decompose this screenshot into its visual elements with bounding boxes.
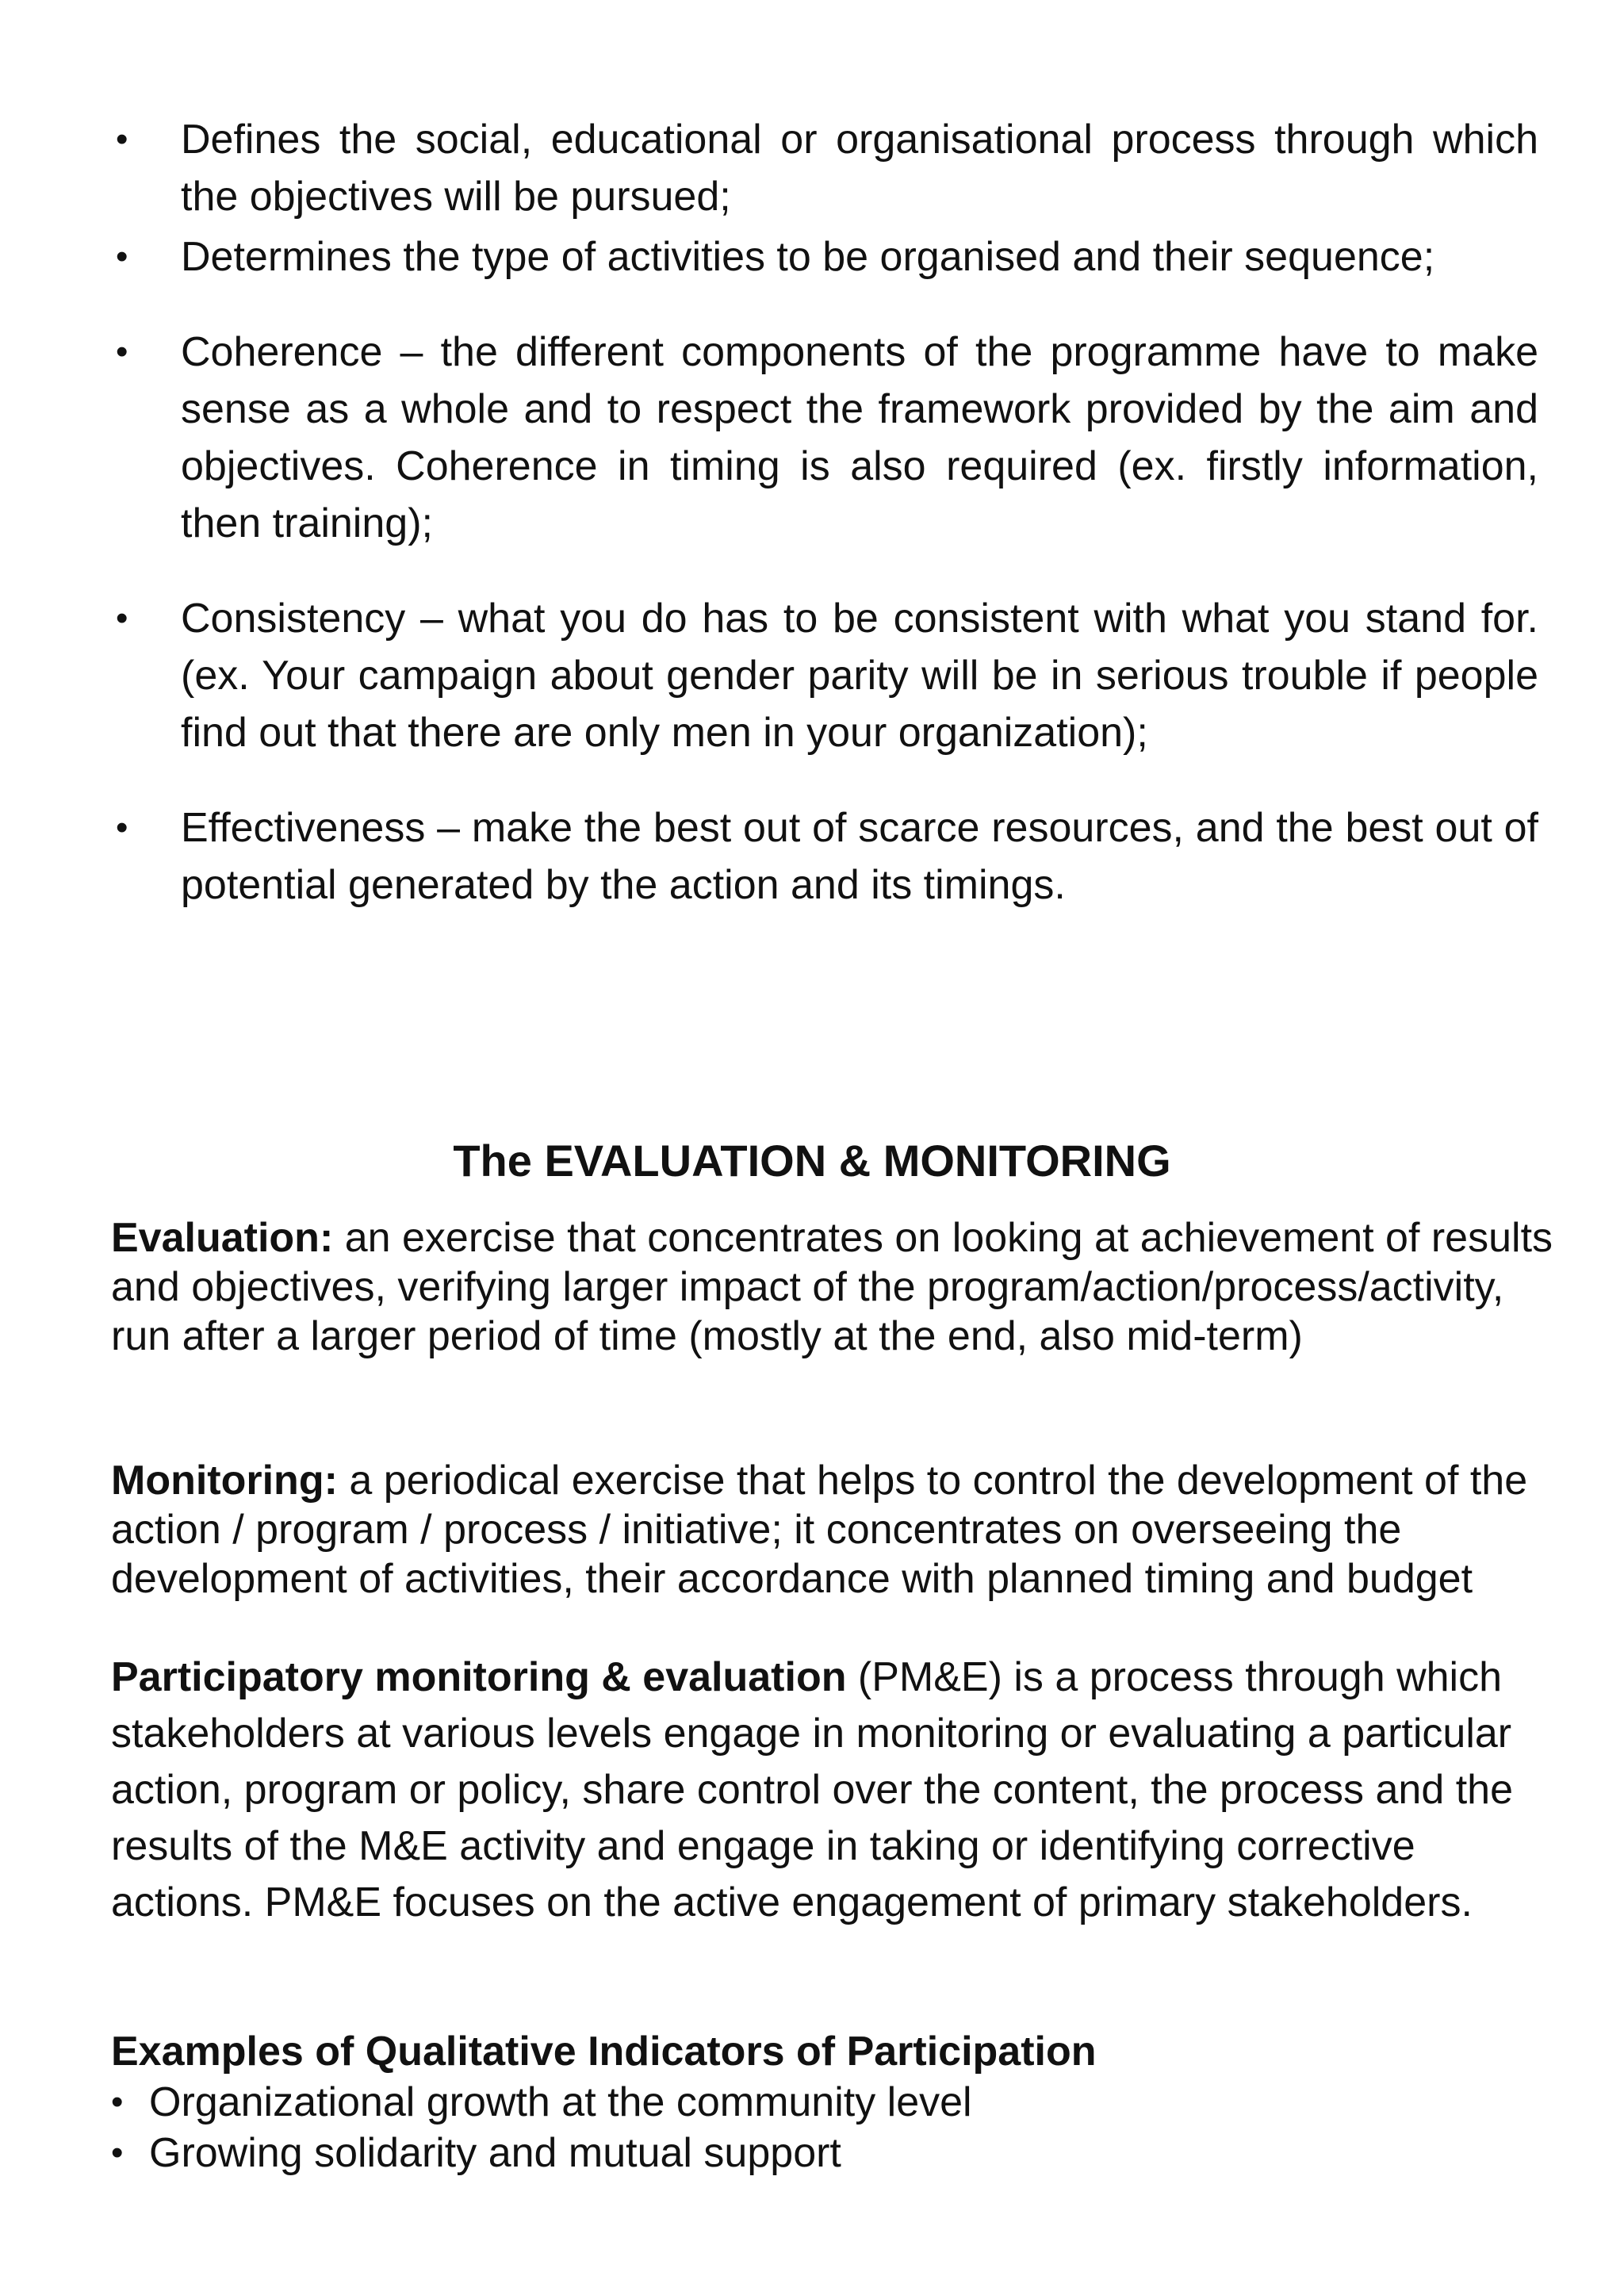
principles-bullet-list	[111, 111, 1538, 914]
list-item	[111, 228, 1538, 285]
list-item-text: Organizational growth at the community level	[149, 2079, 972, 2125]
bullet-icon: •	[111, 2082, 124, 2121]
list-item	[111, 799, 1538, 914]
list-item	[111, 324, 1538, 552]
list-item	[111, 2077, 1554, 2128]
list-item-text: Growing solidarity and mutual support	[149, 2130, 841, 2176]
monitoring-term: Monitoring:	[111, 1458, 338, 1504]
list-item	[111, 111, 1538, 225]
pme-paragraph	[111, 1649, 1554, 1931]
list-item-text: Defines the social, educational or organisational process through which the objectives will be pursued;	[181, 117, 1538, 220]
pme-definition: (PM&E) is a process through which stakeholders at various levels engage in monitoring or evaluating a particular action, program or policy, share control over the content, the process and the results of the M&E activity and engage in taking or identifying corrective actions. PM&E focuses on the active engagement of primary stakeholders.	[111, 1654, 1513, 1925]
bullet-icon: •	[116, 332, 128, 371]
examples-section	[111, 2026, 1554, 2178]
evaluation-definition: an exercise that concentrates on looking at achievement of results and objectives, verifying larger impact of the program/action/process/activity, run after a larger period of time (mostly at the end, also mid-term)	[111, 1215, 1553, 1359]
list-item	[111, 2128, 1554, 2178]
bullet-icon: •	[116, 599, 128, 638]
monitoring-paragraph	[111, 1456, 1554, 1603]
monitoring-definition: a periodical exercise that helps to control the development of the action / program / process / initiative; it concentrates on overseeing the development of activities, their accordance with planned timing and budget	[111, 1458, 1528, 1602]
list-item-text: Effectiveness – make the best out of scarce resources, and the best out of potential generated by the action and its timings.	[181, 805, 1538, 908]
bullet-icon: •	[116, 808, 128, 847]
list-item-text: Consistency – what you do has to be consistent with what you stand for. (ex. Your campaign about gender parity will be in serious trouble if people find out that there are only men in your organization);	[181, 596, 1538, 756]
examples-heading: Examples of Qualitative Indicators of Participation	[111, 2029, 1097, 2075]
list-item	[111, 590, 1538, 761]
list-item-text: Determines the type of activities to be organised and their sequence;	[181, 234, 1435, 280]
bullet-icon: •	[116, 120, 128, 159]
section-title: The EVALUATION & MONITORING	[453, 1136, 1171, 1186]
evaluation-paragraph	[111, 1213, 1554, 1361]
pme-term: Participatory monitoring & evaluation	[111, 1654, 847, 1700]
bullet-icon: •	[116, 237, 128, 276]
list-item-text: Coherence – the different components of the programme have to make sense as a whole and to respect the framework provided by the aim and objectives. Coherence in timing is also required (ex. firstly information, then training);	[181, 329, 1538, 546]
bullet-icon: •	[111, 2133, 124, 2172]
evaluation-term: Evaluation:	[111, 1215, 334, 1261]
